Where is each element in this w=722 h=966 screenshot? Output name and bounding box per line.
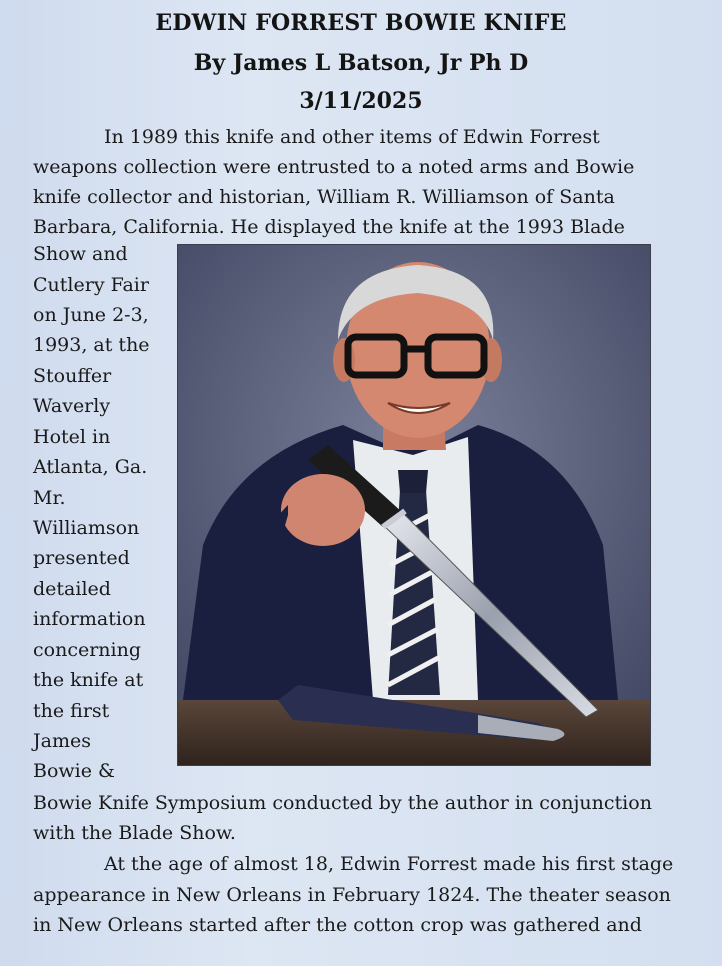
paragraph-2-line: At the age of almost 18, Edwin Forrest made his first stage [104,853,674,875]
wrap-line: detailed [33,578,111,600]
wrap-line: Show and [33,243,128,265]
wrap-line: the first [33,700,110,722]
article-date: 3/11/2025 [299,88,423,114]
wrap-line: Cutlery Fair [33,274,149,296]
paragraph-1-line: In 1989 this knife and other items of Edwin Forrest [104,126,600,148]
paragraph-2-line: in New Orleans started after the cotton crop was gathered and [33,914,642,936]
paragraph-1-line: knife collector and historian, William R. Williamson of Santa [33,186,615,208]
wrap-line: James [33,730,91,752]
wrap-line: Mr. [33,487,66,509]
portrait-illustration [178,245,650,765]
wrap-line: the knife at [33,669,144,691]
article-title: EDWIN FORREST BOWIE KNIFE [155,10,567,36]
wrap-line: presented [33,547,130,569]
wrap-line: concerning [33,639,141,661]
hand [281,474,365,546]
wrap-line: Waverly [33,395,111,417]
wrap-line: Hotel in [33,426,111,448]
paragraph-1-line: Barbara, California. He displayed the knife at the 1993 Blade [33,216,625,238]
wrap-line: Williamson [33,517,140,539]
wrap-line: Bowie & [33,760,115,782]
paragraph-1-line: weapons collection were entrusted to a noted arms and Bowie [33,156,635,178]
article-byline: By James L Batson, Jr Ph D [193,50,529,76]
wrap-line: on June 2-3, [33,304,149,326]
wrap-line: 1993, at the [33,334,150,356]
wrap-line: Stouffer [33,365,112,387]
paragraph-1-line: with the Blade Show. [33,822,236,844]
wrap-line: Atlanta, Ga. [33,456,148,478]
wrap-line: information [33,608,146,630]
paragraph-1-line: Bowie Knife Symposium conducted by the author in conjunction [33,792,652,814]
paragraph-2-line: appearance in New Orleans in February 1824. The theater season [33,884,671,906]
portrait-photo [177,244,651,766]
